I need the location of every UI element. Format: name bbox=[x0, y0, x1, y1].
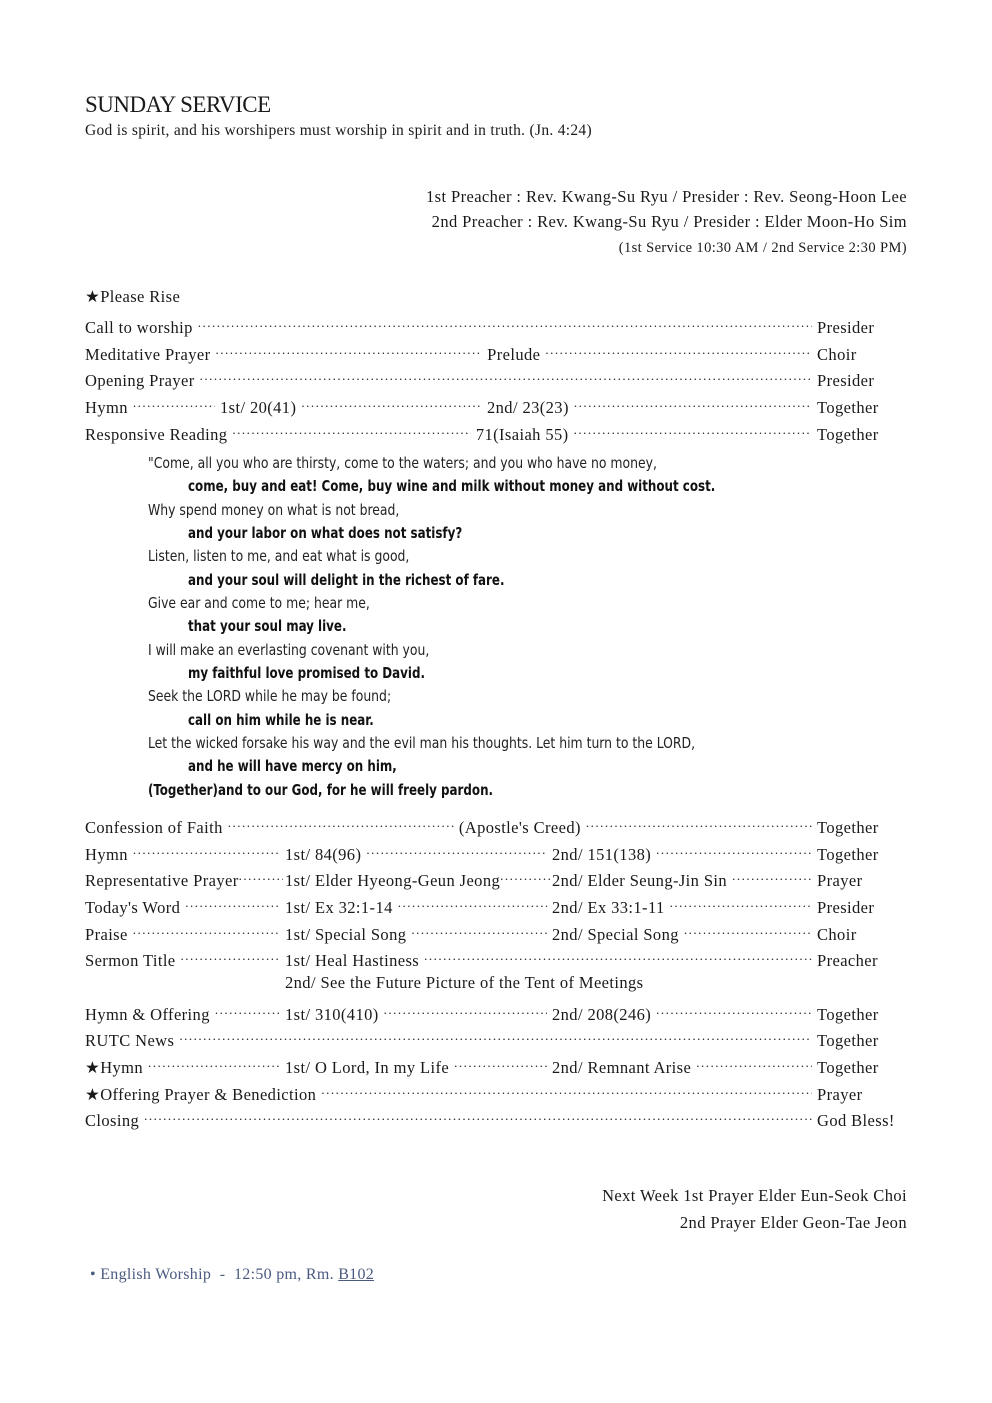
english-worship-text: English Worship - 12:50 pm, Rm. bbox=[100, 1266, 339, 1283]
item-second: 2nd/ 151(138) bbox=[552, 844, 652, 864]
dot-leader bbox=[133, 840, 280, 860]
dot-leader bbox=[384, 1000, 547, 1020]
item-mid: Prelude bbox=[487, 344, 541, 364]
service-times: (1st Service 10:30 AM / 2nd Service 2:30 PM) bbox=[618, 240, 907, 256]
reading-line: and he will have mercy on him, bbox=[188, 757, 397, 775]
dot-leader bbox=[656, 1000, 812, 1020]
theme-verse: God is spirit, and his worshipers must worship in spirit and in truth. (Jn. 4:24) bbox=[85, 122, 592, 139]
dot-leader bbox=[133, 920, 280, 940]
dot-leader bbox=[684, 920, 812, 940]
reading-line: that your soul may live. bbox=[188, 617, 347, 635]
item-mid: (Apostle's Creed) bbox=[458, 817, 581, 837]
order-item-praise bbox=[85, 920, 905, 944]
order-item-representative-prayer bbox=[85, 866, 905, 890]
item-name: Hymn bbox=[85, 844, 128, 864]
item-name: Praise bbox=[85, 924, 128, 944]
dot-leader bbox=[144, 1106, 812, 1126]
item-name: Confession of Faith bbox=[85, 817, 223, 837]
item-name: Representative Prayer bbox=[85, 870, 239, 890]
order-item-offering-prayer-benediction bbox=[85, 1080, 905, 1104]
item-first: 1st/ O Lord, In my Life bbox=[285, 1057, 450, 1077]
order-item-call-to-worship bbox=[85, 313, 905, 337]
dot-leader bbox=[545, 340, 812, 360]
item-second: 2nd/ Elder Seung-Jin Sin bbox=[552, 870, 728, 890]
reading-line: Listen, listen to me, and eat what is good, bbox=[148, 547, 410, 565]
order-item-confession-of-faith bbox=[85, 813, 905, 837]
item-role: Presider bbox=[817, 370, 875, 390]
item-role: Together bbox=[817, 1057, 879, 1077]
dot-leader bbox=[366, 840, 547, 860]
item-role: Prayer bbox=[817, 870, 863, 890]
reading-line: and your labor on what does not satisfy? bbox=[188, 524, 463, 542]
order-item-opening-prayer bbox=[85, 366, 905, 390]
item-name: Meditative Prayer bbox=[85, 344, 211, 364]
item-role: Together bbox=[817, 1030, 879, 1050]
item-role: Presider bbox=[817, 897, 875, 917]
order-item-closing-hymn bbox=[85, 1053, 905, 1077]
order-item-sermon-title bbox=[85, 946, 905, 970]
item-role: God Bless! bbox=[817, 1110, 895, 1130]
item-role: Choir bbox=[817, 924, 857, 944]
dot-leader bbox=[411, 920, 547, 940]
reading-line: come, buy and eat! Come, buy wine and milk without money and without cost. bbox=[188, 477, 716, 495]
item-first: 1st/ Special Song bbox=[285, 924, 407, 944]
dot-leader bbox=[228, 813, 454, 833]
dot-leader bbox=[215, 1000, 280, 1020]
dot-leader bbox=[198, 313, 812, 333]
dot-leader bbox=[398, 893, 547, 913]
item-first: 1st/ Ex 32:1-14 bbox=[285, 897, 393, 917]
reading-line-together: (Together)and to our God, for he will freely pardon. bbox=[148, 781, 494, 799]
order-item-rutc-news bbox=[85, 1026, 905, 1050]
officiant-line-2: 2nd Preacher : Rev. Kwang-Su Ryu / Presider : Elder Moon-Ho Sim bbox=[431, 212, 907, 231]
dot-leader bbox=[148, 1053, 280, 1073]
item-name: Hymn & Offering bbox=[85, 1004, 210, 1024]
dot-leader bbox=[424, 946, 812, 966]
order-item-hymn-1 bbox=[85, 393, 905, 417]
dot-leader bbox=[185, 893, 280, 913]
reading-line: Give ear and come to me; hear me, bbox=[148, 594, 370, 612]
dot-leader bbox=[232, 420, 470, 440]
dot-leader bbox=[586, 813, 812, 833]
item-name: Responsive Reading bbox=[85, 424, 228, 444]
dot-leader bbox=[500, 866, 550, 886]
dot-leader bbox=[670, 893, 812, 913]
dot-leader bbox=[732, 866, 812, 886]
bullet-icon: • bbox=[90, 1266, 96, 1283]
item-first: 1st/ Elder Hyeong-Geun Jeong bbox=[285, 870, 501, 890]
item-first: 1st/ Heal Hastiness bbox=[285, 950, 420, 970]
item-role: Preacher bbox=[817, 950, 878, 970]
order-item-hymn-offering bbox=[85, 1000, 905, 1024]
item-first: 1st/ 84(96) bbox=[285, 844, 362, 864]
order-item-responsive-reading bbox=[85, 420, 905, 444]
dot-leader bbox=[301, 393, 482, 413]
dot-leader bbox=[454, 1053, 547, 1073]
reading-line: call on him while he is near. bbox=[188, 711, 374, 729]
dot-leader bbox=[133, 393, 215, 413]
item-second: 2nd/ 208(246) bbox=[552, 1004, 652, 1024]
dot-leader bbox=[181, 946, 280, 966]
item-first: 1st/ 20(41) bbox=[220, 397, 297, 417]
order-item-closing bbox=[85, 1106, 905, 1130]
item-role: Together bbox=[817, 397, 879, 417]
item-name: Today's Word bbox=[85, 897, 181, 917]
item-name: Call to worship bbox=[85, 317, 193, 337]
item-role: Together bbox=[817, 817, 879, 837]
item-second: 2nd/ Ex 33:1-11 bbox=[552, 897, 665, 917]
reading-line: Let the wicked forsake his way and the evil man his thoughts. Let him turn to the LORD, bbox=[148, 734, 696, 752]
item-name: Closing bbox=[85, 1110, 140, 1130]
order-item-todays-word bbox=[85, 893, 905, 917]
item-name: ★Offering Prayer & Benediction bbox=[85, 1084, 317, 1104]
dot-leader bbox=[239, 866, 283, 886]
dot-leader bbox=[574, 420, 812, 440]
item-mid: 71(Isaiah 55) bbox=[475, 424, 569, 444]
dot-leader bbox=[215, 340, 482, 360]
item-role: Prayer bbox=[817, 1084, 863, 1104]
order-item-meditative-prayer bbox=[85, 340, 905, 364]
item-role: Choir bbox=[817, 344, 857, 364]
item-name: RUTC News bbox=[85, 1030, 175, 1050]
item-name: Sermon Title bbox=[85, 950, 176, 970]
dot-leader bbox=[574, 393, 812, 413]
dot-leader bbox=[179, 1026, 812, 1046]
next-week-line-1: Next Week 1st Prayer Elder Eun-Seok Choi bbox=[602, 1186, 907, 1205]
dot-leader bbox=[200, 366, 812, 386]
reading-line: and your soul will delight in the richest of fare. bbox=[188, 571, 505, 589]
item-role: Together bbox=[817, 1004, 879, 1024]
next-week-line-2: 2nd Prayer Elder Geon-Tae Jeon bbox=[679, 1213, 907, 1232]
dot-leader bbox=[696, 1053, 812, 1073]
item-second: 2nd/ Remnant Arise bbox=[552, 1057, 692, 1077]
item-role: Presider bbox=[817, 317, 875, 337]
reading-line: I will make an everlasting covenant with you, bbox=[148, 641, 430, 659]
item-first: 1st/ 310(410) bbox=[285, 1004, 379, 1024]
order-item-hymn-2 bbox=[85, 840, 905, 864]
please-rise-label: ★Please Rise bbox=[85, 287, 181, 306]
reading-line: Why spend money on what is not bread, bbox=[148, 501, 400, 519]
reading-line: Seek the LORD while he may be found; bbox=[148, 687, 392, 705]
item-second: 2nd/ 23(23) bbox=[487, 397, 569, 417]
item-second: 2nd/ Special Song bbox=[552, 924, 679, 944]
reading-line: "Come, all you who are thirsty, come to the waters; and you who have no money, bbox=[148, 454, 657, 472]
english-worship-notice bbox=[90, 1266, 374, 1284]
reading-line: my faithful love promised to David. bbox=[188, 664, 425, 682]
sermon-title-second: 2nd/ See the Future Picture of the Tent of Meetings bbox=[285, 973, 644, 992]
officiant-line-1: 1st Preacher : Rev. Kwang-Su Ryu / Presider : Rev. Seong-Hoon Lee bbox=[426, 187, 907, 206]
page-title: SUNDAY SERVICE bbox=[85, 92, 271, 117]
dot-leader bbox=[656, 840, 812, 860]
item-role: Together bbox=[817, 424, 879, 444]
dot-leader bbox=[321, 1080, 812, 1100]
item-name: ★Hymn bbox=[85, 1057, 144, 1077]
room-link[interactable]: B102 bbox=[338, 1266, 375, 1283]
item-role: Together bbox=[817, 844, 879, 864]
item-name: Hymn bbox=[85, 397, 128, 417]
item-name: Opening Prayer bbox=[85, 370, 195, 390]
